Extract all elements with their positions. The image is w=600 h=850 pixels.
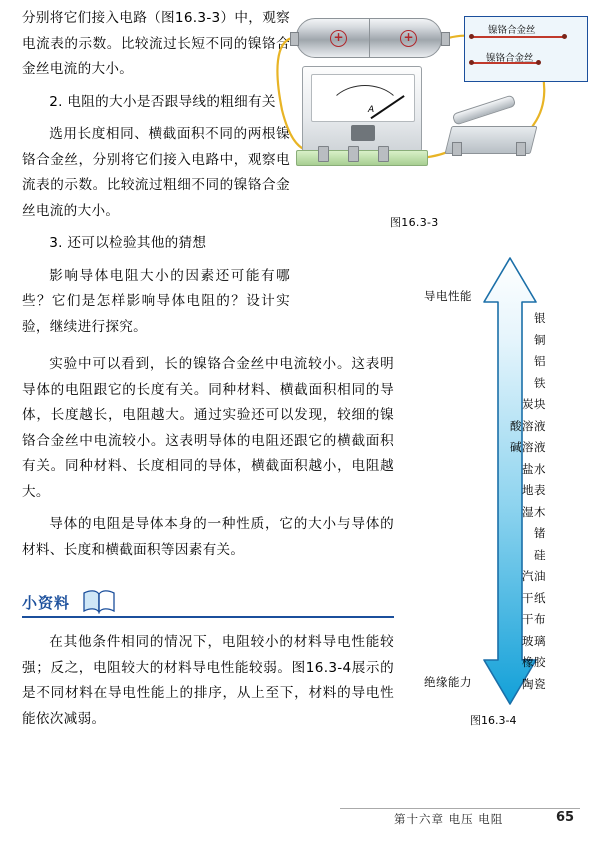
figure-caption-16-3-3: 图16.3-3 [390, 216, 439, 229]
sidebar-note-header [22, 588, 394, 622]
switch-terminal [516, 142, 526, 156]
list-item: 铝 [534, 354, 546, 368]
list-item: 铁 [534, 375, 546, 390]
figure-16-3-4 [418, 246, 588, 726]
footer-chapter-label: 第十六章 电压 电阻 [394, 812, 504, 826]
paragraph-item-2-body: 选用长度相同、横截面积不同的两根镍铬合金丝，分别将它们接入电路中，观察电流表的示数。比较流过粗细不同的镍铬合金丝电流的大小。 [22, 126, 290, 219]
list-item: 锗 [534, 526, 546, 540]
sidebar-note-paragraph: 在其他条件相同的情况下，电阻较小的材料导电性能较强；反之，电阻较大的材料导电性能较弱。图16.3-4展示的是不同材料在导电性能上的排序，从上至下，材料的导电性能依次减弱。 [22, 634, 394, 727]
list-item: 汽油 [522, 569, 546, 583]
sidebar-note-title: 小资料 [22, 594, 71, 612]
battery-terminal-left [290, 32, 299, 46]
list-item: 硅 [534, 547, 546, 562]
ammeter-terminal [348, 146, 359, 162]
alloy-wire-label-top: 镍铬合金丝 [488, 25, 536, 36]
ammeter-terminal [318, 146, 329, 162]
battery-plus-mark: + [400, 30, 417, 47]
ammeter-dial [311, 74, 415, 122]
paragraph-item-3-body: 影响导体电阻大小的因素还可能有哪些？它们是怎样影响导体电阻的？设计实验，继续进行探究。 [22, 267, 290, 335]
battery-divider [369, 19, 370, 57]
sidebar-note-rule [22, 616, 394, 618]
list-item: 银 [534, 311, 546, 325]
wire-node [469, 60, 474, 65]
ammeter-symbol: A [368, 105, 375, 115]
switch-terminal [452, 142, 462, 156]
battery-terminal-right [441, 32, 450, 46]
ammeter-knob [351, 125, 375, 141]
ammeter-base [296, 150, 428, 166]
alloy-wire-long [472, 36, 564, 38]
wire-node [469, 34, 474, 39]
lower-text-block [22, 352, 394, 563]
list-item: 盐水 [522, 461, 546, 476]
list-item: 铜 [534, 332, 546, 347]
battery [296, 18, 442, 58]
list-item: 橡胶 [522, 655, 546, 669]
material-list [418, 308, 546, 695]
sidebar-note [22, 588, 394, 732]
list-item: 干布 [522, 612, 546, 626]
ammeter-body [302, 66, 422, 152]
sidebar-note-body [22, 630, 394, 732]
paragraph-conclusion-2: 导体的电阻是导体本身的一种性质，它的大小与导体的材料、长度和横截面积等因素有关。 [22, 516, 394, 558]
figure-caption-16-3-4: 图16.3-4 [470, 714, 517, 727]
wire-node [562, 34, 567, 39]
heading-item-3: 3. 还可以检验其他的猜想 [49, 235, 207, 251]
battery-plus-mark: + [330, 30, 347, 47]
spacer [22, 257, 290, 264]
paragraph-continued: 分别将它们接入电路（图16.3-3）中，观察电流表的示数。比较流过长短不同的镍铬合金丝电流的大小。 [22, 10, 290, 77]
list-item: 地表 [522, 483, 546, 497]
wire-node [536, 60, 541, 65]
list-item: 陶瓷 [522, 676, 546, 691]
arrow-label-bottom: 绝缘能力 [424, 675, 472, 689]
paragraph-conclusion-1: 实验中可以看到，长的镍铬合金丝中电流较小。这表明导体的电阻跟它的长度有关。同种材料、横截面积相同的导体，长度越长，电阻越大。通过实验还可以发现，较细的镍铬合金丝中电流较小。这表明导体的电阻还跟它的横截面积有关。同种材料、长度相同的导体，横截面积越小，电阻越大。 [22, 356, 394, 500]
list-item: 干纸 [522, 590, 546, 605]
list-item: 玻璃 [522, 633, 546, 648]
ammeter-terminal [378, 146, 389, 162]
list-item: 炭块 [522, 397, 546, 411]
arrow-label-top: 导电性能 [424, 289, 472, 303]
heading-item-2: 2. 电阻的大小是否跟导线的粗细有关 [49, 93, 276, 110]
list-item: 湿木 [522, 504, 546, 519]
page-number: 65 [556, 810, 575, 825]
list-item: 酸溶液 [510, 418, 546, 433]
book-icon [82, 588, 116, 614]
footer-divider [340, 808, 580, 809]
spacer [22, 505, 394, 512]
list-item: 碱溶液 [510, 440, 546, 454]
page-footer [0, 808, 600, 828]
alloy-wire-label-bottom: 镍铬合金丝 [486, 53, 534, 64]
